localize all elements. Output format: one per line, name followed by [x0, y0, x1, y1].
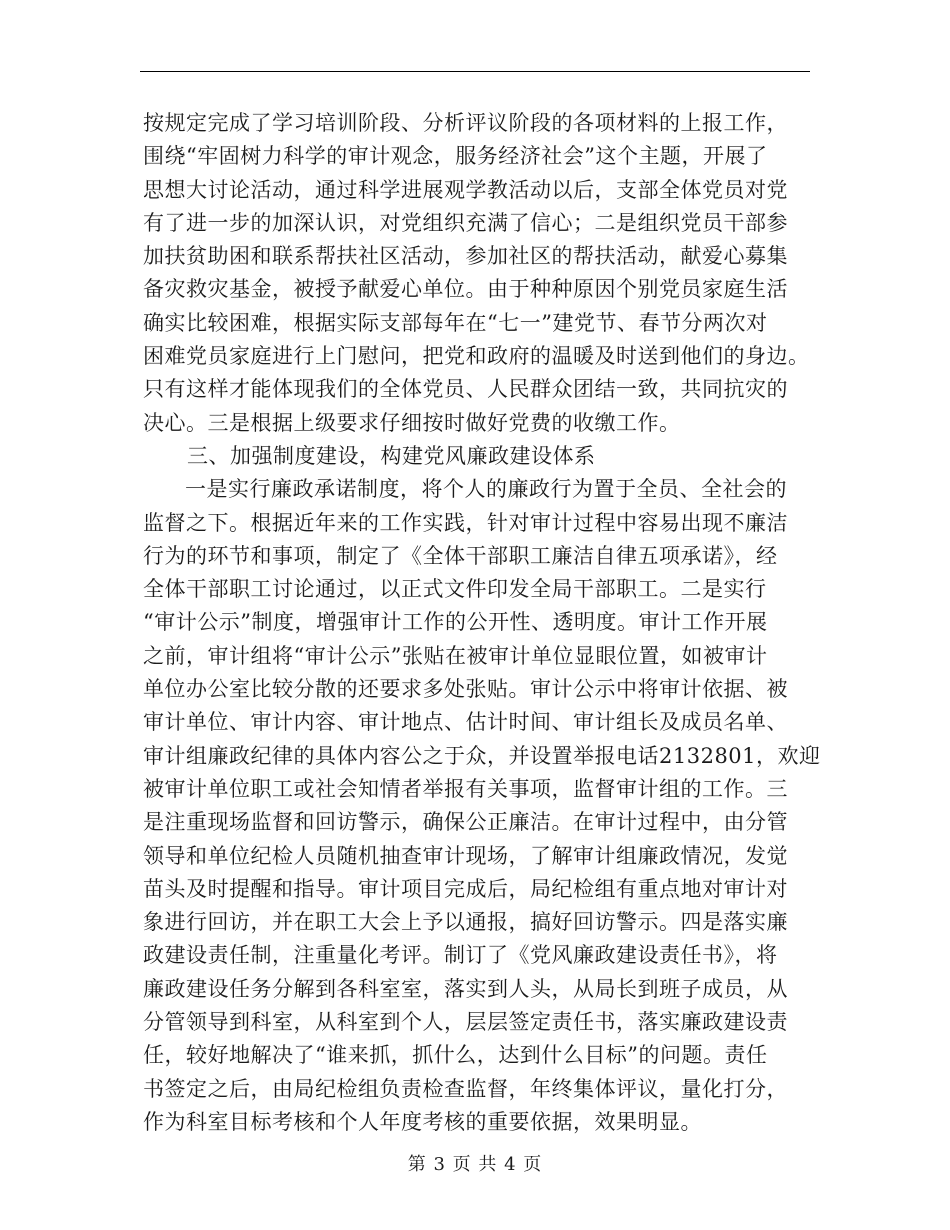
document-body: [143, 107, 821, 1139]
text-line: 书签定之后，由局纪检组负责检查监督，年终集体评议，量化打分，: [143, 1076, 788, 1101]
text-line: 按规定完成了学习培训阶段、分析评议阶段的各项材料的上报工作，: [143, 111, 788, 135]
text-line: 决心。三是根据上级要求仔细按时做好党费的收缴工作。: [143, 410, 681, 435]
text-line: 任，较好地解决了“谁来抓，抓什么，达到什么目标”的问题。责任: [143, 1043, 768, 1068]
text-line: 困难党员家庭进行上门慰问，把党和政府的温暖及时送到他们的身边。: [143, 344, 810, 369]
text-line: 只有这样才能体现我们的全体党员、人民群众团结一致，共同抗灾的: [143, 377, 788, 402]
header-divider: [140, 71, 810, 72]
text-line: 加扶贫助困和联系帮扶社区活动，参加社区的帮扶活动，献爱心募集: [143, 244, 788, 269]
text-line: 全体干部职工讨论通过，以正式文件印发全局干部职工。二是实行: [143, 577, 767, 602]
text-line: 分管领导到科室，从科室到个人，层层签定责任书，落实廉政建设责: [143, 1010, 788, 1035]
text-line: 审计组廉政纪律的具体内容公之于众，并设置举报电话2132801，欢迎: [143, 743, 821, 768]
text-line: 备灾救灾基金，被授予献爱心单位。由于种种原因个别党员家庭生活: [143, 277, 788, 302]
section-heading: 三、加强制度建设，构建党风廉政建设体系: [187, 443, 596, 468]
text-line: 思想大讨论活动，通过科学进展观学教活动以后，支部全体党员对党: [143, 177, 788, 202]
text-line: 领导和单位纪检人员随机抽查审计现场，了解审计组廉政情况，发觉: [143, 843, 788, 868]
text-line: 单位办公室比较分散的还要求多处张贴。审计公示中将审计依据、被: [143, 677, 788, 702]
text-line: 行为的环节和事项，制定了《全体干部职工廉洁自律五项承诺》，经: [143, 543, 778, 568]
text-line: 政建设责任制，注重量化考评。制订了《党风廉政建设责任书》，将: [143, 943, 778, 968]
text-line: 被审计单位职工或社会知情者举报有关事项，监督审计组的工作。三: [143, 776, 788, 801]
text-line: 苗头及时提醒和指导。审计项目完成后，局纪检组有重点地对审计对: [143, 876, 788, 901]
text-line: 之前，审计组将“审计公示”张贴在被审计单位显眼位置，如被审计: [143, 643, 768, 668]
text-line: 廉政建设任务分解到各科室室，落实到人头，从局长到班子成员，从: [143, 976, 788, 1001]
text-line: 有了进一步的加深认识，对党组织充满了信心；二是组织党员干部参: [143, 210, 788, 235]
text-line: 是注重现场监督和回访警示，确保公正廉洁。在审计过程中，由分管: [143, 810, 788, 835]
text-line: 围绕“牢固树力科学的审计观念，服务经济社会”这个主题，开展了: [143, 144, 768, 169]
text-line: 监督之下。根据近年来的工作实践，针对审计过程中容易出现不廉洁: [143, 510, 788, 535]
text-line: 作为科室目标考核和个人年度考核的重要依据，效果明显。: [143, 1109, 702, 1134]
text-line: 确实比较困难，根据实际支部每年在“七一”建党节、春节分两次对: [143, 310, 768, 335]
text-line: 审计单位、审计内容、审计地点、估计时间、审计组长及成员名单、: [143, 710, 788, 735]
text-line: 象进行回访，并在职工大会上予以通报，搞好回访警示。四是落实廉: [143, 910, 788, 935]
text-line: “审计公示”制度，增强审计工作的公开性、透明度。审计工作开展: [143, 610, 768, 635]
page-footer: 第 3 页 共 4 页: [407, 1154, 543, 1175]
text-line: 一是实行廉政承诺制度，将个人的廉政行为置于全员、全社会的: [185, 477, 787, 502]
